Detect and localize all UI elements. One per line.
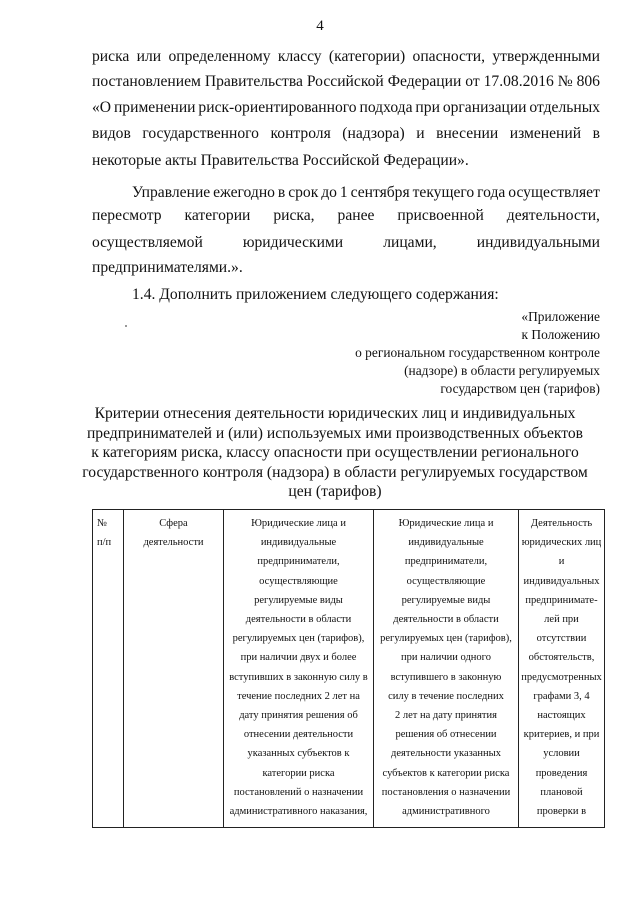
paragraph-2-last-line: предпринимателями.». <box>92 259 243 276</box>
cell-line: при наличии одного <box>401 652 491 664</box>
word: и <box>416 125 425 142</box>
annex-line: государством цен (тарифов) <box>440 381 600 396</box>
cell-line: Сфера <box>159 518 188 529</box>
word: осуществляет <box>508 184 600 201</box>
title-line: Критерии отнесения деятельности юридических лиц и индивидуальных <box>94 405 576 422</box>
word: ежегодно <box>213 184 275 201</box>
cell-line: деятельности <box>143 537 204 549</box>
annex-line: «Приложение <box>521 309 600 324</box>
word: присвоенной <box>397 207 484 224</box>
cell-line: вступившего в законную <box>390 671 502 683</box>
annex-line: к Положению <box>521 327 600 342</box>
annex-line: (надзоре) в области регулируемых <box>404 363 600 378</box>
word: Правительства <box>204 73 303 90</box>
paragraph-1-line-4 <box>92 125 600 143</box>
word: пересмотр <box>92 207 162 224</box>
word: государственного <box>142 125 259 142</box>
word: года <box>477 184 506 201</box>
header-cell-sphere <box>124 510 224 828</box>
cell-line: Юридические лица и <box>251 518 346 529</box>
cell-line: деятельности указанных <box>391 748 501 760</box>
cell-line: силу в течение последних <box>388 690 504 702</box>
title-line: к категориям риска, классу опасности при осуществлении регионального <box>91 444 579 462</box>
paragraph-1-last-line: некоторые акты Правительства Российской Федерации». <box>92 152 469 169</box>
word: 17.08.2016 <box>483 73 554 90</box>
cell-line: предпринимате- <box>525 594 598 606</box>
word: Управление <box>132 184 211 201</box>
cell-line: регулируемые виды <box>254 594 343 606</box>
word: изменений <box>509 125 582 142</box>
cell-line: настоящих <box>537 710 586 722</box>
cell-line: категории риска <box>262 767 335 779</box>
cell-line: указанных субъектов к <box>247 748 350 760</box>
cell-line: деятельности в области <box>393 614 499 626</box>
cell-line: Юридические лица и <box>398 518 494 529</box>
paragraph-2-line-2 <box>92 207 600 225</box>
cell-line: плановой <box>540 786 583 798</box>
annex-header <box>355 308 600 398</box>
cell-line: индивидуальные <box>408 537 484 549</box>
word: 806 <box>576 73 600 90</box>
word: отдельных <box>529 99 600 116</box>
cell-line: решения об отнесении <box>395 729 497 741</box>
word: деятельности, <box>506 207 600 224</box>
word: № <box>557 73 573 90</box>
header-cell-medium-risk <box>374 510 519 828</box>
word: организации <box>442 99 527 116</box>
cell-line: проверки в <box>536 806 587 818</box>
page-number: 4 <box>316 18 324 34</box>
cell-line: осуществляющие <box>259 575 338 587</box>
header-cell-number <box>93 510 124 828</box>
title-line: предпринимателей и (или) используемых ими производственных объектов <box>86 424 584 442</box>
word: опасности, <box>412 48 486 65</box>
cell-line: № <box>97 518 108 529</box>
word: внесении <box>436 125 499 142</box>
criteria-title <box>70 404 600 502</box>
cell-line: осуществляющие <box>406 575 486 587</box>
header-cell-high-risk <box>224 510 374 828</box>
cell-line: юридических лиц <box>521 537 602 549</box>
word: текущего <box>412 184 475 201</box>
cell-line: деятельности в области <box>245 614 352 626</box>
cell-line: отсутствии <box>536 633 587 645</box>
word: подхода <box>359 99 413 116</box>
cell-line: при наличии двух и более <box>240 652 357 664</box>
cell-line: течение последних 2 лет на <box>237 690 360 702</box>
word: риска, <box>273 207 315 224</box>
cell-line: субъектов к категории риска <box>382 767 510 779</box>
word: при <box>415 99 440 116</box>
cell-line: Деятельность <box>530 518 593 529</box>
criteria-table <box>92 509 605 828</box>
word: риск-ориентированного <box>198 99 357 116</box>
cell-line: регулируемых цен (тарифов), <box>232 633 365 645</box>
word: лицами, <box>383 234 437 251</box>
cell-line: вступивших в законную силу в <box>229 671 368 683</box>
word: ранее <box>337 207 375 224</box>
cell-line: условии <box>543 748 580 760</box>
cell-line: обстоятельств, <box>528 652 595 664</box>
word: риска <box>92 48 130 65</box>
word: классу <box>277 48 322 65</box>
word: от <box>465 73 480 90</box>
word: до <box>321 184 337 201</box>
word: или <box>136 48 162 65</box>
cell-line: отнесении деятельности <box>243 729 354 741</box>
cell-line: регулируемые виды <box>401 594 491 606</box>
word: определенному <box>168 48 271 65</box>
cell-line: графами 3, 4 <box>533 690 590 702</box>
cell-line: предусмотренных <box>521 671 602 683</box>
cell-line: индивидуальные <box>260 537 337 549</box>
word: Федерации <box>387 73 462 90</box>
cell-line: предприниматели, <box>404 556 488 568</box>
word: в <box>277 184 286 201</box>
word: контроля <box>270 125 331 142</box>
cell-line: п/п <box>97 537 112 549</box>
cell-line: предприниматели, <box>257 556 340 568</box>
title-line: цен (тарифов) <box>288 483 382 501</box>
paragraph-1-line-3 <box>92 99 600 117</box>
word: постановлением <box>92 73 201 90</box>
word: (надзора) <box>342 125 405 142</box>
title-line: государственного контроля (надзора) в области регулируемых государством <box>82 463 588 481</box>
word: сентября <box>350 184 410 201</box>
cell-line: регулируемых цен (тарифов), <box>380 633 512 645</box>
word: утвержденными <box>492 48 600 65</box>
cell-line: лей при <box>544 614 579 626</box>
word: категории <box>184 207 251 224</box>
word: (категории) <box>328 48 406 65</box>
cell-line: дату принятия решения об <box>239 710 358 722</box>
cell-line: административного наказания, <box>229 806 368 818</box>
cell-line: постановлений о назначении <box>233 786 364 798</box>
paragraph-3: 1.4. Дополнить приложением следующего содержания: <box>132 286 499 303</box>
cell-line: постановления о назначении <box>381 786 511 798</box>
word: Российской <box>306 73 384 90</box>
word: осуществляемой <box>92 234 203 251</box>
cell-line: 2 лет на дату принятия <box>395 710 497 722</box>
cell-line: административного <box>402 806 490 818</box>
paragraph-2-line-3 <box>92 234 600 252</box>
paragraph-2-line-1 <box>132 184 600 202</box>
word: применении <box>113 99 196 116</box>
word: юридическими <box>242 234 344 251</box>
paragraph-1-line-2 <box>92 73 600 91</box>
word: индивидуальными <box>476 234 600 251</box>
table-header-row <box>93 510 605 828</box>
annex-line: о региональном государственном контроле <box>355 345 600 360</box>
word: 1 <box>339 184 348 201</box>
header-cell-low-risk <box>519 510 605 828</box>
cell-line: и <box>558 556 565 568</box>
word: в <box>592 125 600 142</box>
word: «О <box>92 99 112 116</box>
word: видов <box>92 125 131 142</box>
cell-line: индивидуальных <box>523 575 600 587</box>
cell-line: проведения <box>535 767 588 779</box>
scan-speck <box>125 325 127 327</box>
word: срок <box>288 184 319 201</box>
paragraph-1-line-1 <box>92 48 600 66</box>
cell-line: критериев, и при <box>523 729 600 741</box>
